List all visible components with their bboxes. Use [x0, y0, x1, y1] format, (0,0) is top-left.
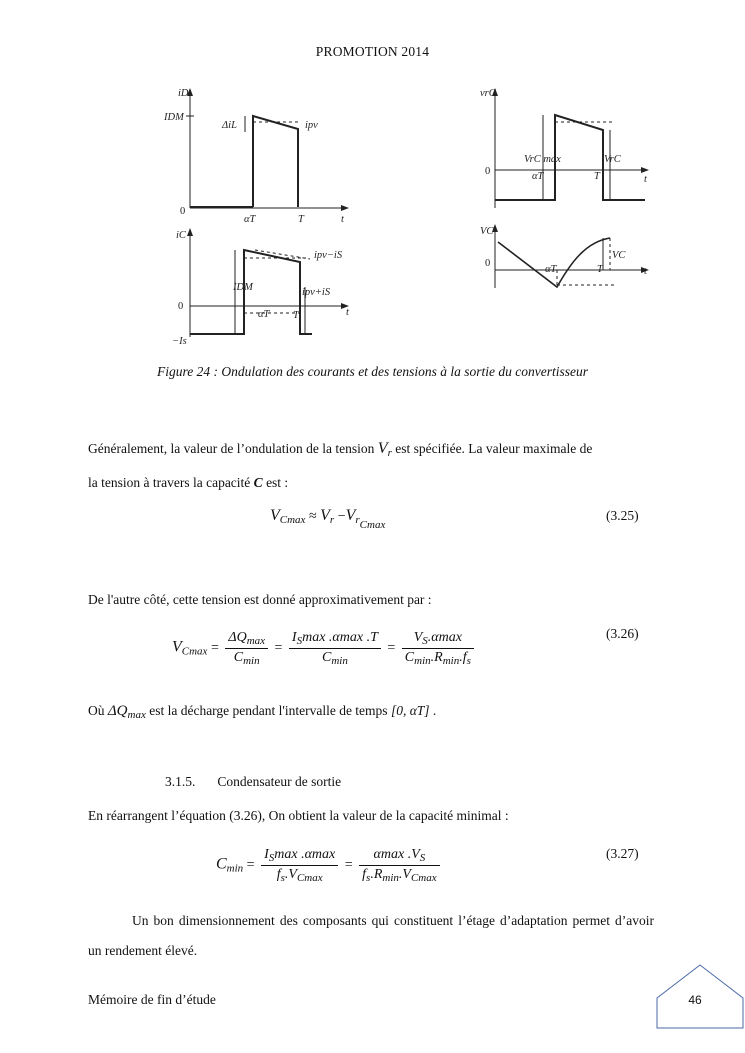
vc-tick-alphaT: αT — [545, 264, 557, 275]
id-plot — [186, 92, 345, 208]
ic-tick-T: T — [293, 310, 299, 321]
paragraph-2: De l'autre côté, cette tension est donné approximativement par : — [88, 592, 432, 607]
vc-axis-t: t — [644, 266, 647, 277]
id-tick-T: T — [298, 214, 304, 225]
ic-plot — [190, 232, 345, 337]
eq327-frac-1: $\frac{I_S\max .\alpha\max}{f_s.V_{Cmax}}$ — [261, 847, 338, 884]
vc-origin: 0 — [485, 258, 491, 269]
id-max-label: IDM — [164, 112, 184, 123]
vrc-tick-alphaT: αT — [532, 171, 544, 182]
figure-caption: Figure 24 : Ondulation des courants et des tensions à la sortie du convertisseur — [156, 364, 589, 379]
vrc-plot — [495, 92, 645, 208]
vc-tick-T: T — [597, 264, 603, 275]
id-delta-label: ΔiL — [222, 120, 237, 131]
section-heading — [165, 774, 341, 790]
ic-yname: iC — [176, 230, 186, 241]
vc-right-label: VC — [612, 250, 626, 261]
page-header: PROMOTION 2014 — [315, 44, 430, 59]
ic-idm-label: IDM — [233, 282, 253, 293]
id-avg-label: ipv — [305, 120, 318, 131]
ic-mid-label: ipv+iS — [302, 287, 331, 298]
paragraph-1: Généralement, la valeur de l’ondulation de la tension $V_r$ est spécifiée. La valeur maximale de la tension à travers la capacité C est : — [88, 440, 593, 490]
footer-text: Mémoire de fin d’étude — [88, 992, 216, 1007]
page-number: 46 — [688, 993, 702, 1007]
paragraph-3: Où $\Delta Q_{max}$ est la décharge pendant l'intervalle de temps [0, αT] . — [88, 703, 437, 721]
ic-neg-label: −Is — [172, 336, 187, 347]
ic-origin: 0 — [178, 301, 184, 312]
vrc-right-label: VrC — [604, 154, 621, 165]
id-axis-t: t — [341, 214, 344, 225]
equation-3-27: $C_{min}$ = $\frac{I_S\max .\alpha\max}{f_s.V_{Cmax}}$ = $\frac{\alpha\max .V_S}{f_s.R_{min}.V_{Cmax}}$ — [216, 847, 443, 884]
ic-top-label: ipv−iS — [314, 250, 343, 261]
figure-24 — [160, 82, 660, 352]
equation-number-3-25: (3.25) — [606, 508, 639, 523]
equation-number-3-27: (3.27) — [606, 846, 639, 861]
eq326-frac-2: $\frac{I_S\max .\alpha\max .T}{C_{min}}$ — [289, 630, 381, 667]
vrc-yname: vrC — [480, 88, 496, 99]
eq326-frac-1: $\frac{\Delta Q_{max}}{C_{min}}$ — [225, 630, 268, 667]
equation-3-26: $V_{Cmax}$ = $\frac{\Delta Q_{max}}{C_{min}}$ = $\frac{I_S\max .\alpha\max .T}{C_{min}}$ = $\frac{V_S.\alpha\max}{C_{min}.R_{min}.f_s}$ — [172, 630, 477, 667]
id-tick-alphaT: αT — [244, 214, 256, 225]
vrc-origin: 0 — [485, 166, 491, 177]
equation-3-25: $V_{Cmax} \approx V_r -V_{rCmax}$ — [270, 507, 386, 531]
id-yname: iD — [178, 88, 189, 99]
paragraph-5: Un bon dimensionnement des composants qui constituent l’étage d’adaptation permet d’avoir un rendement élevé. — [88, 913, 654, 958]
id-origin: 0 — [180, 206, 186, 217]
eq327-frac-2: $\frac{\alpha\max .V_S}{f_s.R_{min}.V_{Cmax}}$ — [359, 847, 439, 884]
section-number: 3.1.5. — [165, 774, 196, 789]
section-title: Condensateur de sortie — [217, 774, 342, 789]
paragraph-4: En réarrangent l’équation (3.26), On obtient la valeur de la capacité minimal : — [88, 808, 509, 823]
equation-number-3-26: (3.26) — [606, 626, 639, 641]
ic-axis-t: t — [346, 307, 349, 318]
ic-tick-alphaT: αT — [258, 309, 270, 320]
vrc-tick-T: T — [594, 171, 600, 182]
eq326-frac-3: $\frac{V_S.\alpha\max}{C_{min}.R_{min}.f_s}$ — [402, 630, 474, 667]
vc-yname: VC — [480, 226, 494, 237]
vrc-max-label: VrC max — [524, 154, 561, 165]
vrc-axis-t: t — [644, 174, 647, 185]
